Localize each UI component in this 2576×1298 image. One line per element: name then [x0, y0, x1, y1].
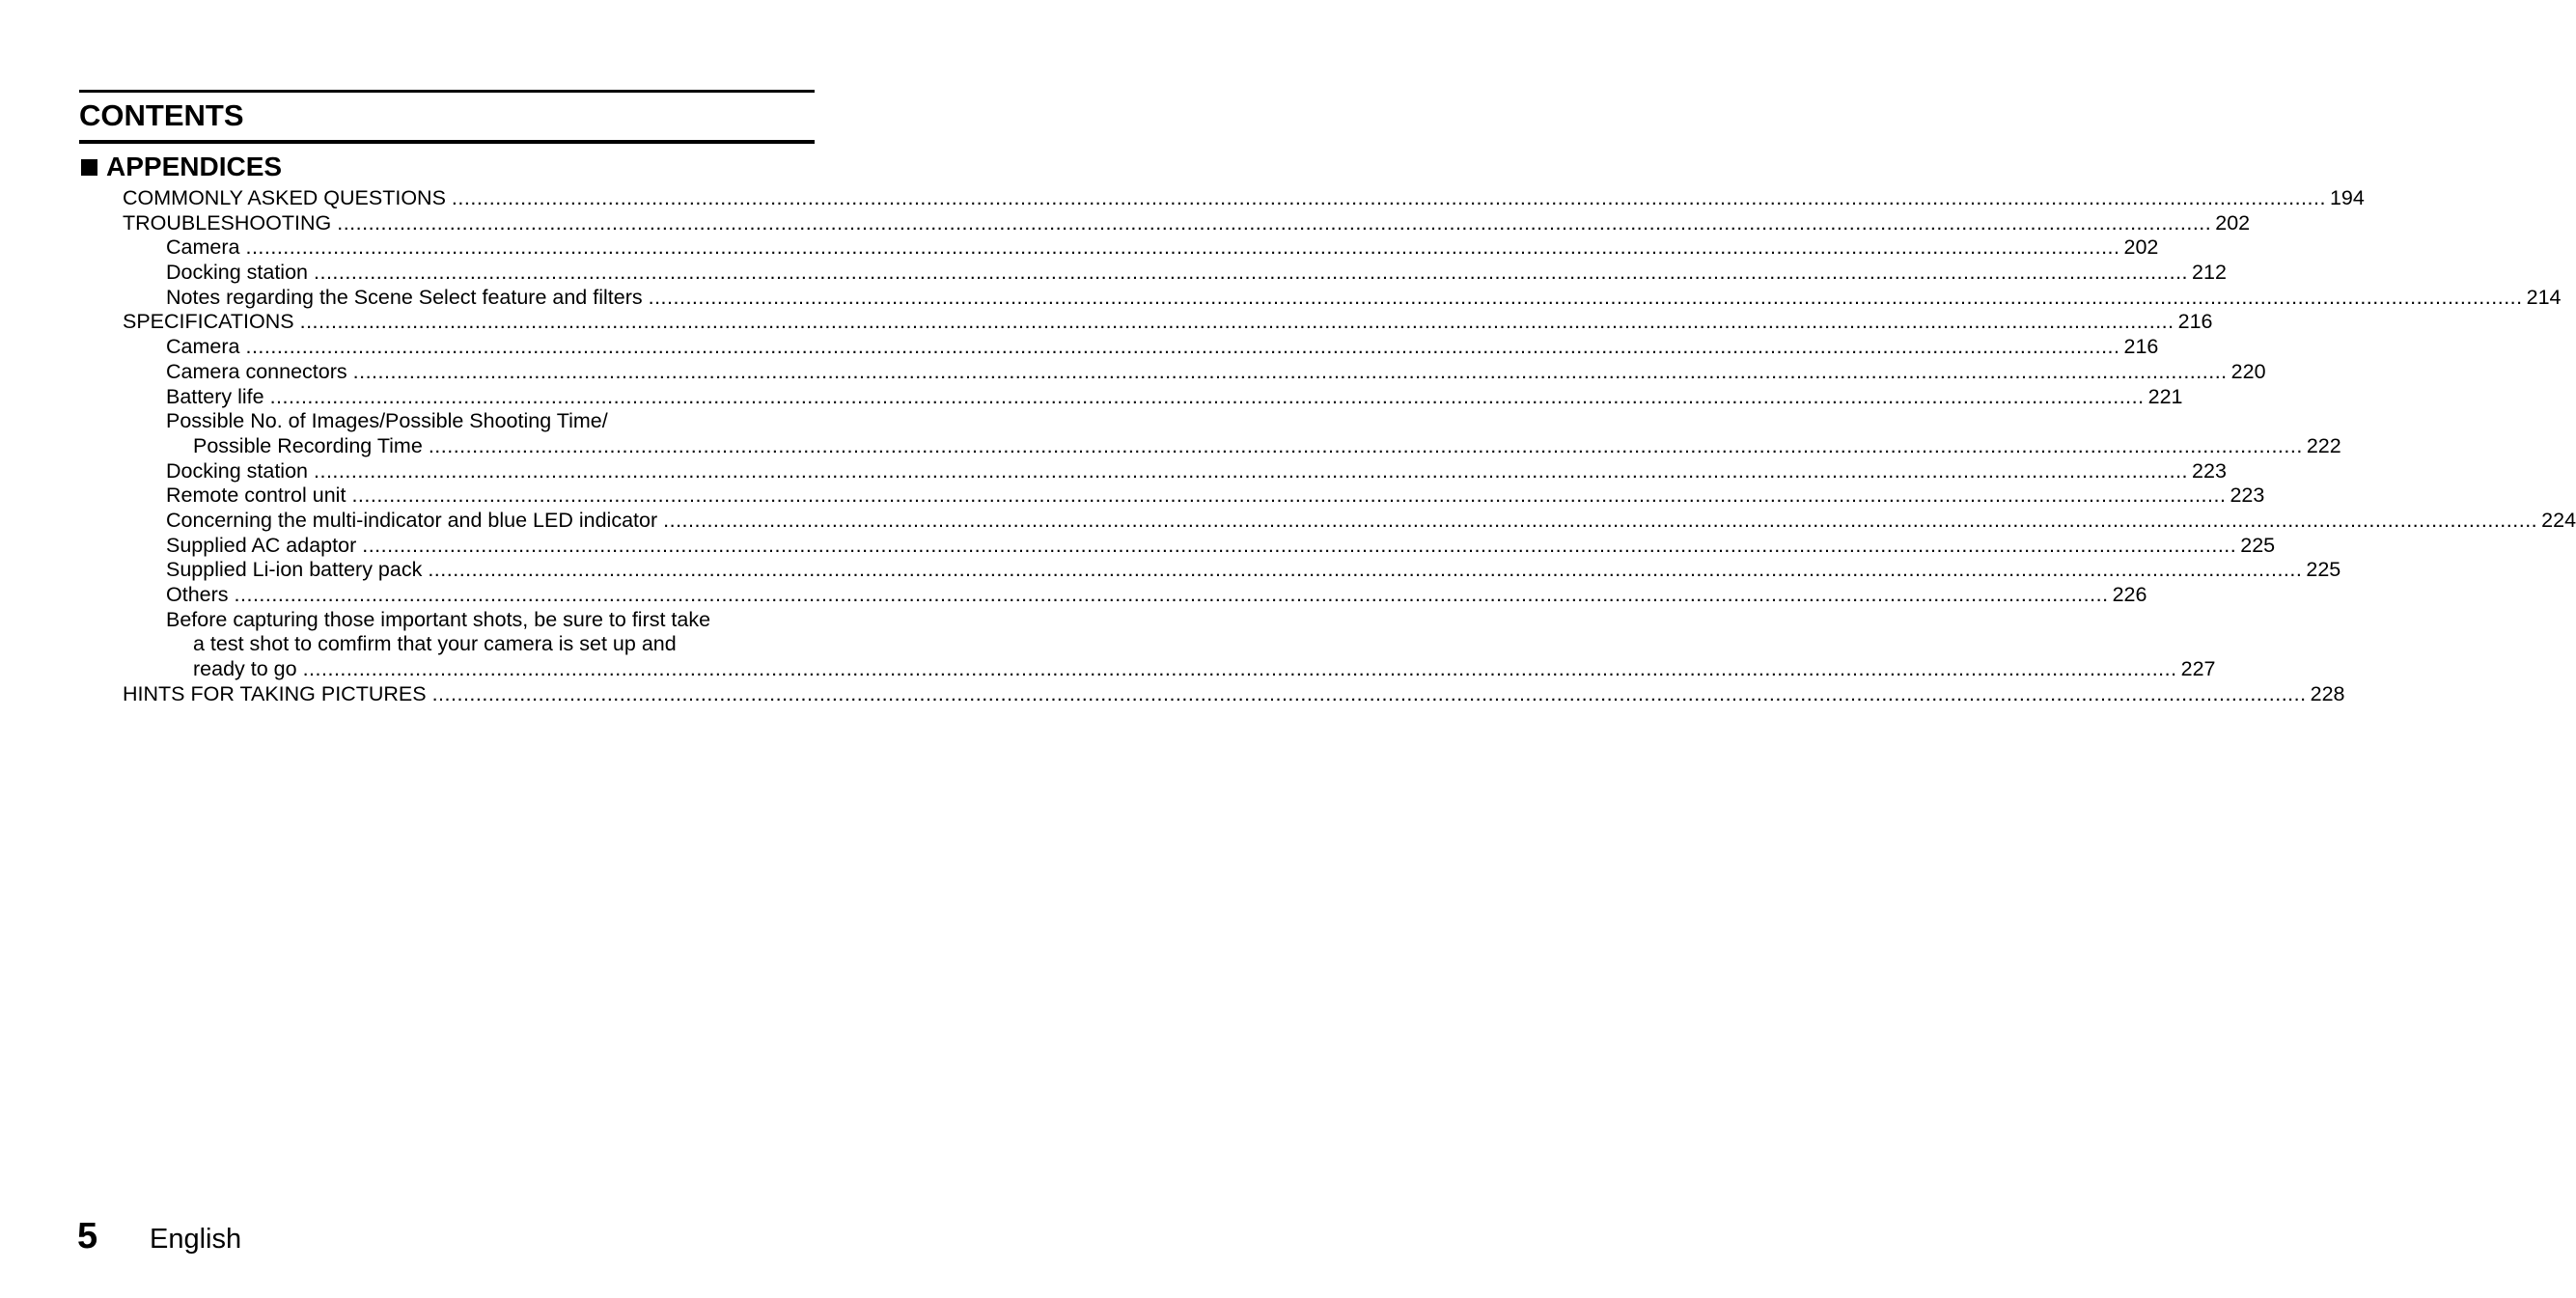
toc-entry-label: Camera connectors	[166, 360, 353, 385]
dot-leader: ............................................................................................................................................................................................................................................................................................................	[299, 310, 2174, 334]
toc-line	[0, 335, 2159, 360]
toc-entry-label: Supplied Li-ion battery pack	[166, 558, 428, 583]
toc-entry-page-number: 226	[2112, 583, 2147, 606]
toc-entry[interactable]	[123, 210, 2251, 236]
toc-entry-label: Others	[166, 583, 235, 608]
toc-entry[interactable]	[166, 558, 2341, 583]
dot-leader: ............................................................................................................................................................................................................................................................................................................	[245, 235, 2120, 260]
toc-entry-label: TROUBLESHOOTING	[123, 211, 337, 236]
toc-line	[0, 310, 2213, 335]
dot-leader: ............................................................................................................................................................................................................................................................................................................	[245, 335, 2120, 359]
toc-entry[interactable]	[166, 384, 2183, 410]
dot-leader: ............................................................................................................................................................................................................................................................................................................	[362, 533, 2237, 557]
toc-entry-label: Before capturing those important shots, be sure to first take	[166, 607, 711, 631]
toc-entry-page-number: 223	[2192, 458, 2227, 483]
toc-line	[0, 458, 2227, 484]
toc-entry-label: Supplied AC adaptor	[166, 534, 362, 559]
section-heading	[79, 148, 282, 186]
toc-entry-label: COMMONLY ASKED QUESTIONS	[123, 186, 452, 211]
toc-entry-label: Possible No. of Images/Possible Shooting Time/	[166, 409, 608, 433]
toc-entry-page-number: 220	[2230, 359, 2266, 383]
toc-entry-label: Battery life	[166, 385, 270, 410]
toc-line	[0, 508, 2576, 534]
dot-leader: ............................................................................................................................................................................................................................................................................................................	[234, 583, 2109, 606]
dot-leader: ............................................................................................................................................................................................................................................................................................................	[269, 384, 2145, 408]
dot-leader: ............................................................................................................................................................................................................................................................................................................	[352, 359, 2228, 383]
dot-leader: ............................................................................................................................................................................................................................................................................................................	[314, 458, 2189, 483]
toc-entry-page-number: 221	[2147, 384, 2183, 408]
toc-entry[interactable]	[166, 533, 2276, 559]
table-of-contents	[0, 186, 2576, 706]
toc-entry-label: ready to go	[193, 657, 303, 682]
toc-line	[0, 384, 2183, 410]
toc-entry[interactable]	[166, 483, 2265, 509]
toc-entry-label: Docking station	[166, 261, 314, 286]
dot-leader: ............................................................................................................................................................................................................................................................................................................	[648, 285, 2523, 309]
dot-leader: ............................................................................................................................................................................................................................................................................................................	[451, 186, 2326, 209]
toc-entry-page-number: 216	[2123, 335, 2159, 359]
toc-entry-page-number: 223	[2230, 483, 2265, 508]
toc-line	[0, 533, 2276, 559]
toc-entry-page-number: 202	[2215, 210, 2251, 235]
toc-entry[interactable]	[193, 433, 2341, 459]
toc-line	[0, 657, 2216, 682]
toc-entry-label: Camera	[166, 335, 245, 360]
toc-entry-label: Possible Recording Time	[193, 434, 429, 459]
toc-entry-label: HINTS FOR TAKING PICTURES	[123, 682, 432, 707]
toc-entry-page-number: 214	[2526, 285, 2562, 309]
toc-line	[0, 583, 2147, 608]
toc-line	[0, 608, 921, 633]
toc-entry[interactable]	[123, 186, 2365, 211]
page-number: 5	[77, 1216, 98, 1257]
toc-entry[interactable]	[193, 657, 2216, 682]
toc-entry-label: SPECIFICATIONS	[123, 310, 300, 335]
top-rule	[79, 90, 815, 93]
toc-entry-page-number: 224	[2541, 508, 2576, 532]
toc-entry-page-number: 202	[2123, 235, 2159, 260]
toc-line	[0, 359, 2266, 385]
toc-line	[0, 558, 2341, 583]
dot-leader: ............................................................................................................................................................................................................................................................................................................	[428, 558, 2303, 582]
toc-entry[interactable]	[123, 310, 2213, 335]
dot-leader: ............................................................................................................................................................................................................................................................................................................	[337, 210, 2212, 235]
toc-line	[0, 210, 2251, 236]
dot-leader: ............................................................................................................................................................................................................................................................................................................	[428, 433, 2303, 457]
toc-entry-label: Docking station	[166, 459, 314, 484]
toc-entry-page-number: 216	[2177, 310, 2213, 334]
title-underline-rule	[79, 140, 815, 144]
toc-entry[interactable]	[166, 359, 2266, 385]
dot-leader: ............................................................................................................................................................................................................................................................................................................	[351, 483, 2227, 508]
toc-entry[interactable]	[166, 235, 2159, 261]
section-heading-text: APPENDICES	[106, 152, 283, 181]
toc-entry-label: Notes regarding the Scene Select feature and filters	[166, 286, 649, 311]
toc-line	[0, 186, 2365, 211]
toc-entry[interactable]	[166, 261, 2227, 286]
toc-entry[interactable]	[123, 681, 2345, 707]
toc-entry[interactable]	[166, 285, 2562, 311]
toc-entry[interactable]	[166, 335, 2159, 360]
dot-leader: ............................................................................................................................................................................................................................................................................................................	[431, 681, 2307, 705]
toc-entry-label: a test shot to comfirm that your camera is set up and	[193, 632, 677, 656]
toc-entry-page-number: 225	[2240, 533, 2276, 557]
toc-line	[0, 433, 2341, 459]
toc-entry-label: Remote control unit	[166, 483, 351, 509]
toc-entry-label: Concerning the multi-indicator and blue LED indicator	[166, 509, 663, 534]
toc-line	[0, 681, 2345, 707]
toc-entry-page-number: 225	[2306, 558, 2341, 582]
toc-line	[0, 235, 2159, 261]
toc-entry-page-number: 227	[2180, 657, 2216, 681]
toc-entry-page-number: 228	[2310, 681, 2345, 705]
toc-entry-label: Camera	[166, 235, 245, 261]
language-label: English	[150, 1224, 242, 1255]
page-title: CONTENTS	[79, 98, 244, 132]
dot-leader: ............................................................................................................................................................................................................................................................................................................	[314, 261, 2189, 285]
toc-line	[0, 483, 2265, 509]
toc-line	[0, 261, 2227, 286]
toc-entry[interactable]	[166, 583, 2147, 608]
toc-entry-page-number: 212	[2192, 261, 2227, 285]
toc-line	[0, 632, 921, 657]
toc-line	[0, 285, 2562, 311]
toc-entry-page-number: 194	[2329, 186, 2365, 209]
dot-leader: ............................................................................................................................................................................................................................................................................................................	[663, 508, 2538, 532]
dot-leader: ............................................................................................................................................................................................................................................................................................................	[302, 657, 2177, 681]
toc-line	[0, 409, 921, 434]
toc-entry[interactable]	[166, 508, 2576, 534]
square-bullet-icon	[81, 159, 97, 176]
toc-entry-page-number: 222	[2306, 433, 2341, 457]
toc-entry[interactable]	[166, 458, 2227, 484]
